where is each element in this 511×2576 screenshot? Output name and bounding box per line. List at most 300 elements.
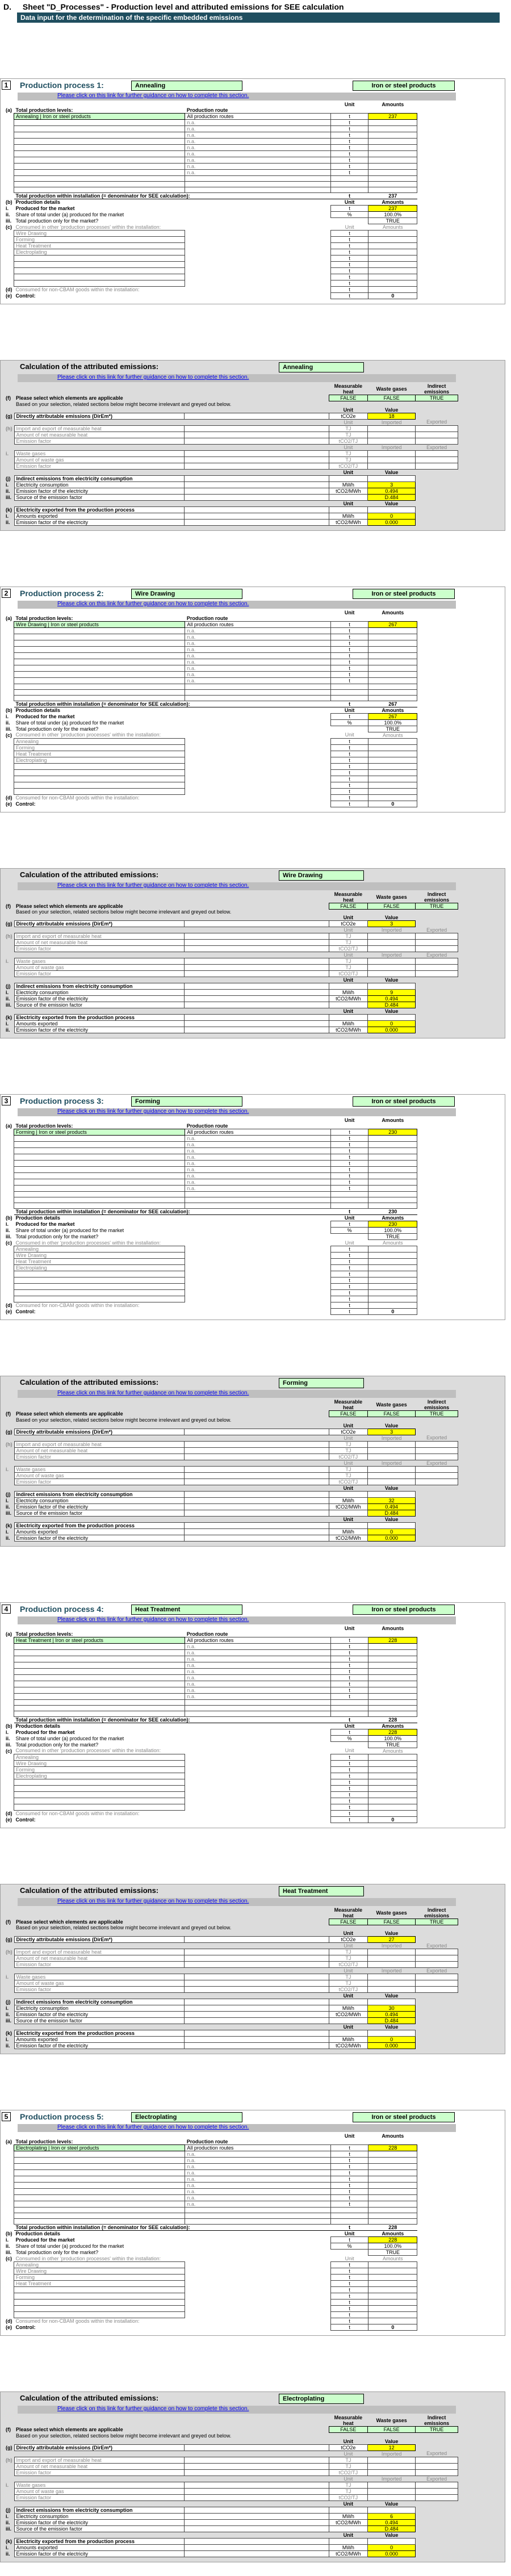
empty-cell xyxy=(4,1693,14,1699)
empty-cell xyxy=(184,1460,329,1466)
cell-label: (h) xyxy=(6,2457,12,2463)
empty-cell xyxy=(416,2018,458,2024)
consumed-process-item: Annealing xyxy=(14,738,185,744)
empty-cell xyxy=(14,126,185,132)
electricity-consumption-input[interactable]: 3 xyxy=(368,481,416,488)
cell-label: iii. xyxy=(6,2250,12,2255)
select-indirect[interactable]: TRUE xyxy=(416,1919,458,1925)
empty-cell xyxy=(184,1955,329,1962)
empty-cell xyxy=(4,1760,14,1766)
empty-cell xyxy=(4,280,14,287)
cell-label: Emission factor of the electricity xyxy=(14,519,184,525)
empty-cell xyxy=(416,1522,458,1528)
electricity-exported-input[interactable]: 0 xyxy=(368,2544,416,2550)
produced-market-input[interactable]: 228 xyxy=(368,2237,417,2243)
cell-label: Emission factor xyxy=(14,946,184,952)
cell-label: n.a. xyxy=(185,665,331,671)
ef-source-select[interactable]: D.484 xyxy=(368,494,416,500)
empty-cell xyxy=(417,2312,458,2318)
cell-label: Total production within installation (= denominator for SEE calculation): xyxy=(14,701,331,707)
cell-label: t xyxy=(331,1265,368,1271)
guidance-link-calc[interactable]: Please click on this link for further guidance on how to complete this section. xyxy=(18,1898,456,1906)
select-indirect[interactable]: TRUE xyxy=(416,903,458,909)
empty-cell xyxy=(4,701,14,707)
ef-source-select[interactable]: D.484 xyxy=(368,1510,416,1516)
empty-cell xyxy=(417,1234,458,1240)
electricity-consumption-input[interactable]: 30 xyxy=(368,2005,416,2012)
empty-cell xyxy=(416,456,458,463)
cell-label: tCO2/MWh xyxy=(329,1027,367,1033)
cell-label: Unit xyxy=(344,2476,353,2482)
empty-cell xyxy=(368,1186,417,1192)
empty-cell xyxy=(14,1296,185,1302)
empty-cell xyxy=(14,2312,185,2318)
consumed-process-item: Electroplating xyxy=(14,1773,185,1779)
cell-label: Total production levels: xyxy=(15,1631,73,1637)
emission-factor-input[interactable]: 0.494 xyxy=(368,2519,416,2525)
empty-cell xyxy=(4,401,14,407)
exported-ef-input[interactable]: 0.000 xyxy=(368,1027,416,1033)
cell-label: Imported xyxy=(381,1460,402,1466)
empty-cell xyxy=(184,891,329,903)
cell-label: n.a. xyxy=(185,677,331,684)
product-row-input[interactable]: Heat Treatment | Iron or steel products xyxy=(14,1637,185,1643)
empty-cell xyxy=(417,231,458,237)
cell-label: t xyxy=(331,1259,368,1265)
cell-label: TJ xyxy=(329,2463,367,2469)
cell-label: i. xyxy=(6,2544,9,2550)
cell-label: t xyxy=(331,627,368,634)
guidance-link-calc[interactable]: Please click on this link for further guidance on how to complete this section. xyxy=(18,882,456,890)
process-title: Production process 3: xyxy=(20,1096,104,1105)
empty-cell xyxy=(4,627,14,634)
empty-cell xyxy=(4,1186,14,1192)
product-row-input[interactable]: Wire Drawing | Iron or steel products xyxy=(14,621,185,627)
ef-source-select[interactable]: D.484 xyxy=(368,2525,416,2532)
cell-label: tCO2/TJ xyxy=(329,1987,367,1993)
cell-label: Indirect emissions from electricity consumption xyxy=(14,2507,184,2513)
process-title: Production process 2: xyxy=(20,588,104,598)
cell-label: Unit xyxy=(344,419,353,425)
route-select[interactable]: All production routes xyxy=(185,114,331,120)
emission-factor-input[interactable]: 0.494 xyxy=(368,1503,416,1510)
empty-cell xyxy=(416,2494,458,2500)
select-waste-gases[interactable]: FALSE xyxy=(368,903,416,909)
select-indirect[interactable]: TRUE xyxy=(416,395,458,401)
cell-label: t xyxy=(331,2268,368,2275)
empty-cell xyxy=(417,157,458,164)
empty-cell xyxy=(417,2208,458,2213)
cell-label: Emission factor of the electricity xyxy=(14,2043,184,2049)
produced-market-input[interactable]: 230 xyxy=(368,1221,417,1228)
empty-cell xyxy=(14,1516,184,1522)
cell-label: Unit xyxy=(343,469,354,475)
process-category-field[interactable]: Iron or steel products xyxy=(353,1096,455,1107)
cell-label: Unit xyxy=(344,1943,353,1949)
empty-cell xyxy=(4,2488,14,2494)
empty-cell xyxy=(368,640,417,646)
production-amount-input[interactable]: 230 xyxy=(368,1129,417,1136)
cell-label: Amount of waste gas xyxy=(14,456,184,463)
sheet-letter: D. xyxy=(3,2,11,11)
exported-ef-input[interactable]: 0.000 xyxy=(368,519,416,525)
empty-cell xyxy=(331,1197,368,1203)
empty-cell xyxy=(184,395,329,401)
cell-label: Amount of net measurable heat xyxy=(14,432,184,438)
empty-cell xyxy=(417,182,458,187)
exported-ef-input[interactable]: 0.000 xyxy=(368,2550,416,2557)
empty-cell xyxy=(417,2237,458,2243)
empty-cell xyxy=(329,1510,367,1516)
select-indirect[interactable]: TRUE xyxy=(416,1411,458,1417)
cell-label: Unit xyxy=(343,1485,354,1491)
cell-label: Consumed for non-CBAM goods within the installation: xyxy=(15,794,140,801)
process-name-field[interactable]: Wire Drawing xyxy=(131,589,242,599)
cell-label: n.a. xyxy=(185,139,331,145)
empty-cell xyxy=(185,757,331,763)
select-measurable-heat[interactable]: FALSE xyxy=(329,395,367,401)
cell-label: Imported xyxy=(381,444,402,450)
guidance-link[interactable]: Please click on this link for further guidance on how to complete this section. xyxy=(18,1108,456,1116)
empty-cell xyxy=(417,1179,458,1186)
empty-cell xyxy=(185,1221,331,1228)
empty-cell xyxy=(417,187,458,193)
guidance-link[interactable]: Please click on this link for further guidance on how to complete this section. xyxy=(18,2124,456,2132)
empty-cell xyxy=(417,1705,458,1711)
cell-label: Waste gases xyxy=(376,1909,407,1916)
empty-cell xyxy=(185,2275,331,2281)
empty-cell xyxy=(185,2133,331,2139)
electricity-exported-input[interactable]: 0 xyxy=(368,1528,416,1535)
cell-label: Produced for the market xyxy=(15,713,75,719)
production-amount-input[interactable]: 228 xyxy=(368,1637,417,1643)
cell-label: (g) xyxy=(6,2444,12,2451)
empty-cell xyxy=(4,2195,14,2201)
empty-cell xyxy=(368,1662,417,1668)
process-name-field[interactable]: Annealing xyxy=(131,81,242,91)
empty-cell xyxy=(184,513,329,519)
cell-label: Unit xyxy=(344,707,355,713)
empty-cell xyxy=(368,1454,416,1460)
empty-cell xyxy=(185,1816,331,1823)
empty-cell xyxy=(4,695,14,701)
cell-label: Total production levels: xyxy=(15,615,73,621)
empty-cell xyxy=(14,383,184,395)
ef-source-select[interactable]: D.484 xyxy=(368,2018,416,2024)
empty-cell xyxy=(4,1485,14,1491)
empty-cell xyxy=(185,1228,331,1234)
cell-label: Imported xyxy=(381,419,402,425)
electricity-exported-input[interactable]: 0 xyxy=(368,2037,416,2043)
empty-cell xyxy=(416,1447,458,1454)
empty-cell xyxy=(368,2293,417,2299)
electricity-exported-input[interactable]: 0 xyxy=(368,1021,416,1027)
cell-label: Imported xyxy=(381,1943,402,1949)
total-production-value: 228 xyxy=(368,1716,417,1723)
product-row-input[interactable]: Forming | Iron or steel products xyxy=(14,1129,185,1136)
production-amount-input[interactable]: 228 xyxy=(368,2145,417,2151)
cell-label: Indirect emissions xyxy=(424,1907,450,1919)
empty-cell xyxy=(417,2225,458,2231)
empty-cell xyxy=(417,1735,458,1741)
empty-cell xyxy=(416,1466,458,1472)
empty-cell xyxy=(4,2208,14,2213)
cell-label: i. xyxy=(6,1528,9,1535)
empty-cell xyxy=(368,1246,417,1253)
select-measurable-heat[interactable]: FALSE xyxy=(329,1919,367,1925)
empty-cell xyxy=(417,634,458,640)
empty-cell xyxy=(331,187,368,193)
empty-cell xyxy=(416,1454,458,1460)
cell-label: ii. xyxy=(6,1735,10,1741)
cell-label: Amount of net measurable heat xyxy=(14,1447,184,1454)
empty-cell xyxy=(185,1766,331,1773)
direm-input[interactable]: 3 xyxy=(368,1429,416,1435)
empty-cell xyxy=(14,1197,185,1203)
empty-cell xyxy=(4,419,14,425)
cell-label: Value xyxy=(384,407,399,413)
empty-cell xyxy=(184,1907,329,1919)
select-measurable-heat[interactable]: FALSE xyxy=(329,2427,367,2433)
electricity-consumption-input[interactable]: 6 xyxy=(368,2513,416,2519)
process-name-field[interactable]: Forming xyxy=(131,1096,242,1107)
empty-cell xyxy=(417,1154,458,1161)
direm-input[interactable]: 27 xyxy=(368,1937,416,1943)
guidance-link-calc[interactable]: Please click on this link for further guidance on how to complete this section. xyxy=(18,1390,456,1398)
process-category-field[interactable]: Iron or steel products xyxy=(353,1605,455,1615)
empty-cell xyxy=(14,1148,185,1154)
empty-cell xyxy=(14,1142,185,1148)
cell-label: TJ xyxy=(329,456,367,463)
empty-cell xyxy=(368,1687,417,1693)
empty-cell xyxy=(185,1192,331,1197)
cell-label: Based on your selection, related sections below might become irrelevant and greyed out below. xyxy=(16,401,232,407)
cell-label: t xyxy=(331,2262,368,2268)
cell-label: Amount of net measurable heat xyxy=(14,2463,184,2469)
cell-label: % xyxy=(331,2243,368,2250)
empty-cell xyxy=(329,2538,367,2544)
empty-cell xyxy=(416,1925,458,1930)
empty-cell xyxy=(14,1179,185,1186)
empty-cell xyxy=(416,1027,458,1033)
emission-factor-input[interactable]: 0.494 xyxy=(368,2012,416,2018)
empty-cell xyxy=(416,1535,458,1541)
production-amount-input[interactable]: 267 xyxy=(368,621,417,627)
guidance-link[interactable]: Please click on this link for further guidance on how to complete this section. xyxy=(18,601,456,609)
route-select[interactable]: All production routes xyxy=(185,621,331,627)
cell-label: Amounts xyxy=(382,707,404,713)
cell-label: iii. xyxy=(6,2018,12,2024)
empty-cell xyxy=(417,1277,458,1284)
empty-cell xyxy=(417,732,458,738)
empty-cell xyxy=(184,1423,329,1429)
cell-label: Import and export of measurable heat xyxy=(14,425,184,432)
empty-cell xyxy=(416,965,458,971)
select-waste-gases[interactable]: FALSE xyxy=(368,395,416,401)
cell-label: Unit xyxy=(344,1723,355,1729)
empty-cell xyxy=(417,2275,458,2281)
empty-cell xyxy=(4,1656,14,1662)
empty-cell xyxy=(185,237,331,243)
select-waste-gases[interactable]: FALSE xyxy=(368,2427,416,2433)
empty-cell xyxy=(4,677,14,684)
cell-label: (a) xyxy=(6,1123,12,1129)
empty-cell xyxy=(185,2318,331,2324)
production-amount-input[interactable]: 237 xyxy=(368,114,417,120)
cell-label: t xyxy=(331,2318,368,2324)
empty-cell xyxy=(184,2469,329,2476)
product-row-input[interactable]: Annealing | Iron or steel products xyxy=(14,114,185,120)
select-waste-gases[interactable]: FALSE xyxy=(368,1411,416,1417)
empty-cell xyxy=(14,646,185,652)
cell-label: MWh xyxy=(329,2005,367,2012)
empty-cell xyxy=(368,231,417,237)
empty-cell xyxy=(368,255,417,262)
cell-label: t xyxy=(331,763,368,769)
route-select[interactable]: All production routes xyxy=(185,1637,331,1643)
direm-input[interactable]: 12 xyxy=(368,2444,416,2451)
process-name-field[interactable]: Electroplating xyxy=(131,2112,242,2122)
empty-cell xyxy=(185,684,331,689)
empty-cell xyxy=(4,1773,14,1779)
cell-label: n.a. xyxy=(185,1142,331,1148)
empty-cell xyxy=(417,782,458,788)
electricity-consumption-input[interactable]: 32 xyxy=(368,1497,416,1503)
cell-label: t xyxy=(331,1271,368,1277)
cell-label: t xyxy=(331,652,368,659)
empty-cell xyxy=(4,1117,14,1123)
cell-label: Production details xyxy=(15,1723,61,1729)
empty-cell xyxy=(368,1290,417,1296)
process-title: Production process 1: xyxy=(20,81,104,90)
empty-cell xyxy=(4,2312,14,2318)
empty-cell xyxy=(4,891,14,903)
empty-cell xyxy=(184,2427,329,2433)
empty-cell xyxy=(184,2513,329,2519)
empty-cell xyxy=(368,1962,416,1968)
direm-input[interactable]: 18 xyxy=(368,413,416,419)
route-select[interactable]: All production routes xyxy=(185,2145,331,2151)
produced-market-input[interactable]: 267 xyxy=(368,713,417,719)
guidance-link[interactable]: Please click on this link for further guidance on how to complete this section. xyxy=(18,1616,456,1624)
empty-cell xyxy=(4,2151,14,2158)
empty-cell xyxy=(184,1516,329,1522)
empty-cell xyxy=(417,2306,458,2312)
route-select[interactable]: All production routes xyxy=(185,1129,331,1136)
empty-cell xyxy=(14,2299,185,2306)
empty-cell xyxy=(417,170,458,176)
cell-label: Indirect emissions xyxy=(424,891,450,903)
empty-cell xyxy=(4,126,14,132)
empty-cell xyxy=(4,1681,14,1687)
select-waste-gases[interactable]: FALSE xyxy=(368,1919,416,1925)
cell-label: Consumed for non-CBAM goods within the installation: xyxy=(15,2318,140,2324)
empty-cell xyxy=(368,1167,417,1173)
empty-cell xyxy=(184,2550,329,2557)
electricity-exported-input[interactable]: 0 xyxy=(368,513,416,519)
cell-label: n.a. xyxy=(185,170,331,176)
calc-title: Calculation of the attributed emissions: xyxy=(20,1886,159,1895)
empty-cell xyxy=(368,2494,416,2500)
cell-label: n.a. xyxy=(185,1668,331,1674)
process-number: 4 xyxy=(2,1605,11,1614)
select-measurable-heat[interactable]: FALSE xyxy=(329,1411,367,1417)
empty-cell xyxy=(184,971,329,977)
empty-cell xyxy=(4,182,14,187)
direm-input[interactable]: 3 xyxy=(368,921,416,927)
empty-cell xyxy=(368,2195,417,2201)
cell-label: t xyxy=(331,1148,368,1154)
ef-source-select[interactable]: D.484 xyxy=(368,1002,416,1008)
select-indirect[interactable]: TRUE xyxy=(416,2427,458,2433)
guidance-link-calc[interactable]: Please click on this link for further guidance on how to complete this section. xyxy=(18,2406,456,2414)
cell-label: Imported xyxy=(381,1968,402,1974)
cell-label: Amounts exported xyxy=(14,1528,184,1535)
product-row-input[interactable]: Electroplating | Iron or steel products xyxy=(14,2145,185,2151)
cell-label: Directly attributable emissions (DirEm*) xyxy=(14,1937,184,1943)
empty-cell xyxy=(417,218,458,224)
empty-cell xyxy=(184,921,329,927)
sheet-title-text: Sheet "D_Processes" - Production level and attributed emissions for SEE calculation xyxy=(22,2,344,11)
process-category-field[interactable]: Iron or steel products xyxy=(353,81,455,91)
empty-cell xyxy=(14,2500,184,2507)
empty-cell xyxy=(416,506,458,513)
empty-cell xyxy=(4,946,14,952)
cell-label: Indirect emissions xyxy=(424,2415,450,2426)
empty-cell xyxy=(4,1716,14,1723)
process-category-field[interactable]: Iron or steel products xyxy=(353,589,455,599)
empty-cell xyxy=(14,1662,185,1668)
empty-cell xyxy=(4,1435,14,1441)
emission-factor-input[interactable]: 0.494 xyxy=(368,996,416,1002)
guidance-link[interactable]: Please click on this link for further guidance on how to complete this section. xyxy=(18,93,456,100)
empty-cell xyxy=(185,2250,331,2256)
empty-cell xyxy=(417,1773,458,1779)
calc-process-name: Wire Drawing xyxy=(279,870,364,881)
cell-label: Import and export of measurable heat xyxy=(14,2457,184,2463)
cell-label: Waste gases xyxy=(14,1466,184,1472)
empty-cell xyxy=(368,1203,417,1209)
empty-cell xyxy=(368,1296,417,1302)
empty-cell xyxy=(416,1962,458,1968)
cell-label: tCO2/MWh xyxy=(329,2519,367,2525)
exported-ef-input[interactable]: 0.000 xyxy=(368,1535,416,1541)
produced-market-input[interactable]: 237 xyxy=(368,206,417,212)
process-category-field[interactable]: Iron or steel products xyxy=(353,2112,455,2122)
cell-label: t xyxy=(331,776,368,782)
cell-label: Amounts xyxy=(383,224,403,230)
guidance-link-calc[interactable]: Please click on this link for further guidance on how to complete this section. xyxy=(18,374,456,382)
cell-label: Electricity exported from the production process xyxy=(14,2538,184,2544)
cell-label: tCO2e xyxy=(329,413,367,419)
cell-label: Value xyxy=(384,500,399,506)
cell-label: n.a. xyxy=(185,627,331,634)
cell-label: t xyxy=(331,1302,368,1309)
empty-cell xyxy=(329,1925,367,1930)
electricity-consumption-input[interactable]: 9 xyxy=(368,990,416,996)
exported-ef-input[interactable]: 0.000 xyxy=(368,2043,416,2049)
empty-cell xyxy=(185,243,331,249)
cell-label: Source of the emission factor xyxy=(14,1002,184,1008)
produced-market-input[interactable]: 228 xyxy=(368,1729,417,1735)
empty-cell xyxy=(4,2275,14,2281)
cell-label: Emission factor of the electricity xyxy=(14,1535,184,1541)
emission-factor-input[interactable]: 0.494 xyxy=(368,488,416,494)
cell-label: t xyxy=(331,1754,368,1760)
select-measurable-heat[interactable]: FALSE xyxy=(329,903,367,909)
process-name-field[interactable]: Heat Treatment xyxy=(131,1605,242,1615)
empty-cell xyxy=(368,164,417,170)
